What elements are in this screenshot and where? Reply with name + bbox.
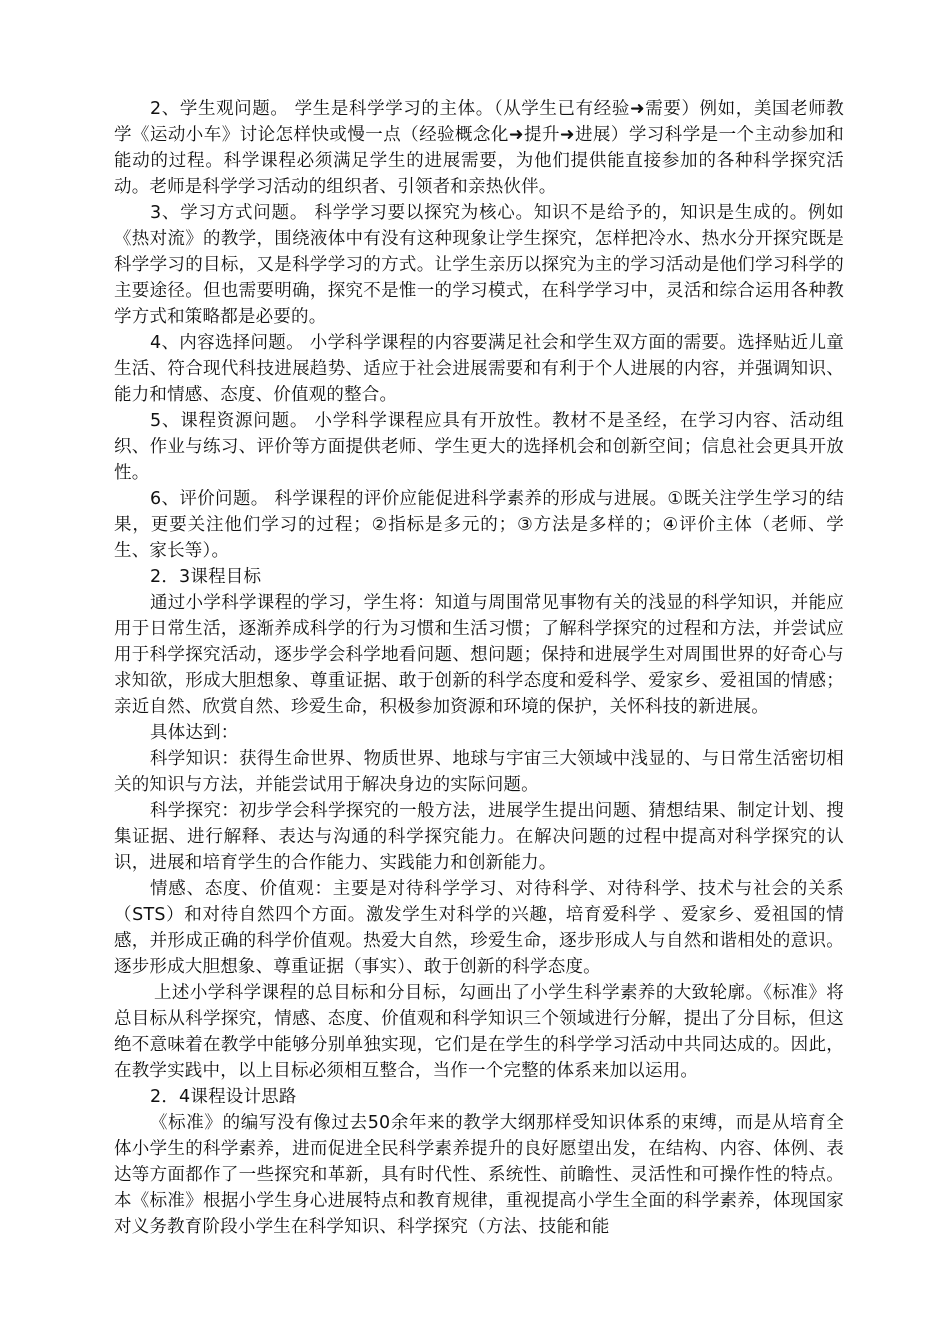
paragraph-learning-style: 3、学习方式问题。 科学学习要以探究为核心。知识不是给予的，知识是生成的。例如《热对流》的教学，围绕液体中有没有这种现象让学生探究，怎样把冷水、热水分开探究既是科学学习的目标，又是科学学习的方式。让学生亲历以探究为主的学习活动是他们学习科学的主要途径。但也需要明确，探究不是惟一的学习模式，在科学学习中，灵活和综合运用各种教学方式和策略都是必要的。 [114,203,844,327]
paragraph-specific-targets: 具体达到： [150,723,239,743]
section-heading-course-goals: 2．3课程目标 [150,567,262,587]
paragraph-emotion-attitude-values: 情感、态度、价值观：主要是对待科学学习、对待科学、对待科学、技术与社会的关系（STS）和对待自然四个方面。激发学生对科学的兴趣，培育爱科学 、爱家乡、爱祖国的情感，并形成正确的科学价值观。热爱大自然，珍爱生命，逐步形成人与自然和谐相处的意识。逐步形成大胆想象、尊重证据（事实）、敢于创新的科学态度。 [114,879,844,977]
paragraph-goals-overview: 通过小学科学课程的学习，学生将：知道与周围常见事物有关的浅显的科学知识，并能应用于日常生活，逐渐养成科学的行为习惯和生活习惯；了解科学探究的过程和方法，并尝试应用于科学探究活动，逐步学会科学地看问题、想问题；保持和进展学生对周围世界的好奇心与求知欲，形成大胆想象、尊重证据、敢于创新的科学态度和爱科学、爱家乡、爱祖国的情感；亲近自然、欣赏自然、珍爱生命，积极参加资源和环境的保护，关怀科技的新进展。 [114,593,844,717]
document-page [114,96,844,1240]
paragraph-science-knowledge: 科学知识：获得生命世界、物质世界、地球与宇宙三大领域中浅显的、与日常生活密切相关的知识与方法，并能尝试用于解决身边的实际问题。 [114,749,844,795]
paragraph-content-selection: 4、内容选择问题。 小学科学课程的内容要满足社会和学生双方面的需要。选择贴近儿童生活、符合现代科技进展趋势、适应于社会进展需要和有利于个人进展的内容，并强调知识、能力和情感、态度、价值观的整合。 [114,333,844,405]
paragraph-student-view: 2、学生观问题。 学生是科学学习的主体。（从学生已有经验➜需要）例如，美国老师教学《运动小车》讨论怎样快或慢一点（经验概念化➜提升➜进展）学习科学是一个主动参加和能动的过程。科学课程必须满足学生的进展需要，为他们提供能直接参加的各种科学探究活动。老师是科学学习活动的组织者、引领者和亲热伙伴。 [114,99,844,197]
paragraph-design-ideas: 《标准》的编写没有像过去50余年来的教学大纲那样受知识体系的束缚，而是从培育全体小学生的科学素养，进而促进全民科学素养提升的良好愿望出发，在结构、内容、体例、表达等方面都作了一些探究和革新，具有时代性、系统性、前瞻性、灵活性和可操作性的特点。本《标准》根据小学生身心进展特点和教育规律，重视提高小学生全面的科学素养，体现国家对义务教育阶段小学生在科学知识、科学探究（方法、技能和能 [114,1113,844,1237]
paragraph-science-inquiry: 科学探究：初步学会科学探究的一般方法，进展学生提出问题、猜想结果、制定计划、搜集证据、进行解释、表达与沟通的科学探究能力。在解决问题的过程中提高对科学探究的认识，进展和培育学生的合作能力、实践能力和创新能力。 [114,801,844,873]
paragraph-course-resources: 5、课程资源问题。 小学科学课程应具有开放性。教材不是圣经，在学习内容、活动组织、作业与练习、评价等方面提供老师、学生更大的选择机会和创新空间；信息社会更具开放性。 [114,411,844,483]
paragraph-evaluation: 6、评价问题。 科学课程的评价应能促进科学素养的形成与进展。①既关注学生学习的结果，更要关注他们学习的过程；②指标是多元的；③方法是多样的；④评价主体（老师、学生、家长等）。 [114,489,844,561]
paragraph-goals-summary: 上述小学科学课程的总目标和分目标，勾画出了小学生科学素养的大致轮廓。《标准》将总目标从科学探究，情感、态度、价值观和科学知识三个领域进行分解，提出了分目标，但这绝不意味着在教学中能够分别单独实现，它们是在学生的科学学习活动中共同达成的。因此，在教学实践中，以上目标必须相互整合，当作一个完整的体系来加以运用。 [114,983,844,1081]
section-heading-design-ideas: 2．4课程设计思路 [150,1087,297,1107]
